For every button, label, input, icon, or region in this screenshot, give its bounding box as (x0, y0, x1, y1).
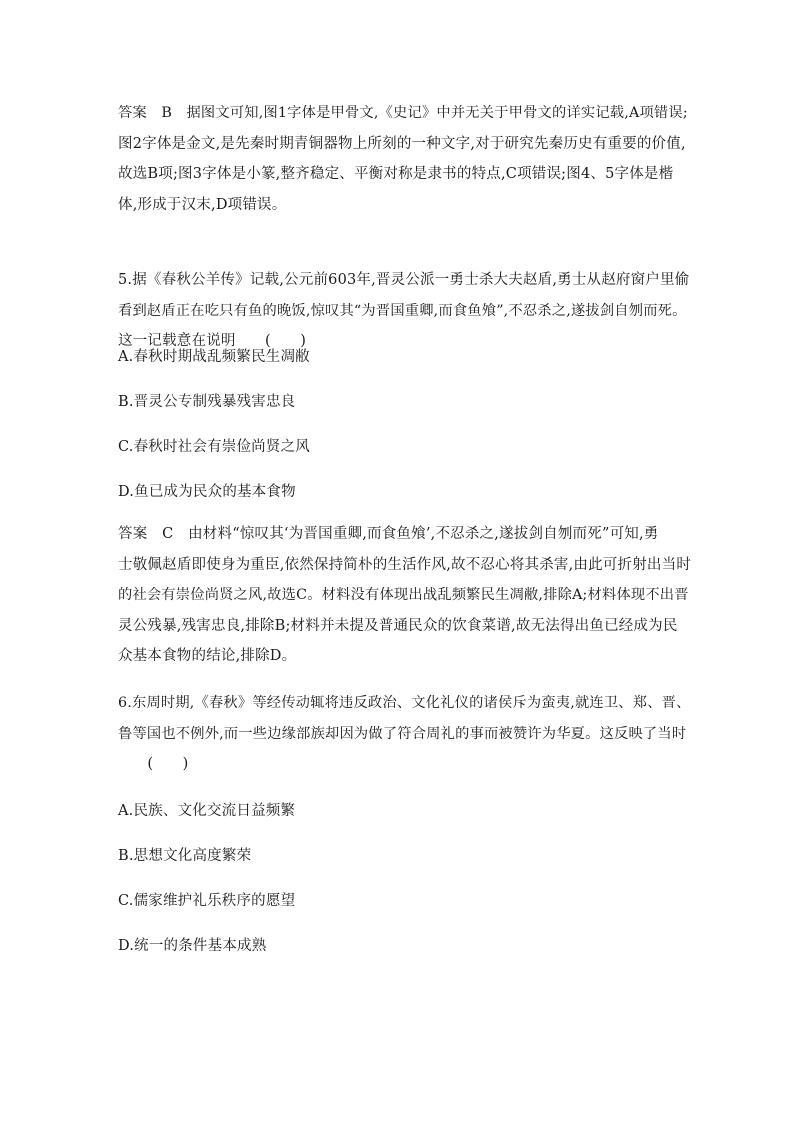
answer-q4-line: 体,形成于汉末,D项错误。 (118, 196, 287, 213)
answer-q4-line: 故选B项;图3字体是小篆,整齐稳定、平衡对称是隶书的特点,C项错误;图4、5字体是楷 (118, 166, 674, 182)
question-6-stem-line: 6.东周时期,《春秋》等经传动辄将违反政治、文化礼仪的诸侯斥为蛮夷,就连卫、郑、晋、 (118, 695, 691, 711)
answer-q4 (118, 98, 692, 220)
answer-q5-line: 灵公残暴,残害忠良,排除B;材料并未提及普通民众的饮食菜谱,故无法得出鱼已经成为民 (118, 617, 678, 634)
question-6-option-b (118, 841, 692, 871)
question-5-stem-line: 看到赵盾正在吃只有鱼的晚饭,惊叹其“为晋国重卿,而食鱼飧”,不忍杀之,遂拔剑自刎而死。 (118, 302, 687, 319)
question-5-option-b (118, 387, 692, 417)
answer-q4-line: 答案 B 据图文可知,图1字体是甲骨文,《史记》中并无关于甲骨文的详实记载,A项错误; (118, 105, 688, 121)
question-5-option-a (118, 342, 692, 372)
question-6-option-c (118, 886, 692, 916)
question-6 (118, 688, 692, 780)
answer-q5-line: 的社会有崇俭尚贤之风,故选C。材料没有体现出战乱频繁民生凋敝,排除A;材料体现不出晋 (118, 587, 689, 603)
answer-q5-line: 答案 C 由材料“惊叹其‘为晋国重卿,而食鱼飧’,不忍杀之,遂拔剑自刎而死”可知,勇 (118, 526, 659, 542)
question-5-option-c (118, 432, 692, 462)
question-5-stem-line: 这一记载意在说明 ( ) (118, 333, 307, 349)
question-6-option-a (118, 796, 692, 826)
option-text: C.儒家维护礼乐秩序的愿望 (118, 893, 296, 909)
option-text: A.民族、文化交流日益频繁 (118, 803, 296, 819)
answer-q4-line: 图2字体是金文,是先秦时期青铜器物上所刻的一种文字,对于研究先秦历史有重要的价值, (118, 135, 686, 152)
question-6-stem-line: ( ) (118, 756, 189, 772)
answer-q5-line: 众基本食物的结论,排除D。 (118, 648, 297, 664)
option-text: D.统一的条件基本成熟 (118, 938, 267, 954)
option-text: D.鱼已成为民众的基本食物 (118, 484, 296, 500)
option-text: C.春秋时社会有崇俭尚贤之风 (118, 439, 310, 455)
answer-q5 (118, 519, 692, 672)
answer-q5-line: 士敬佩赵盾即使身为重臣,依然保持简朴的生活作风,故不忍心将其杀害,由此可折射出当时 (118, 556, 692, 573)
option-text: A.春秋时期战乱频繁民生凋敝 (118, 349, 310, 365)
question-5-stem-line: 5.据《春秋公羊传》记载,公元前603年,晋灵公派一勇士杀大夫赵盾,勇士从赵府窗户里偷 (118, 272, 690, 288)
question-6-stem-line: 鲁等国也不例外,而一些边缘部族却因为做了符合周礼的事而被赞许为华夏。这反映了当时 (118, 725, 687, 742)
option-text: B.晋灵公专制残暴残害忠良 (118, 394, 296, 410)
option-text: B.思想文化高度繁荣 (118, 848, 252, 864)
question-6-option-d (118, 931, 692, 961)
question-5-option-d (118, 477, 692, 507)
